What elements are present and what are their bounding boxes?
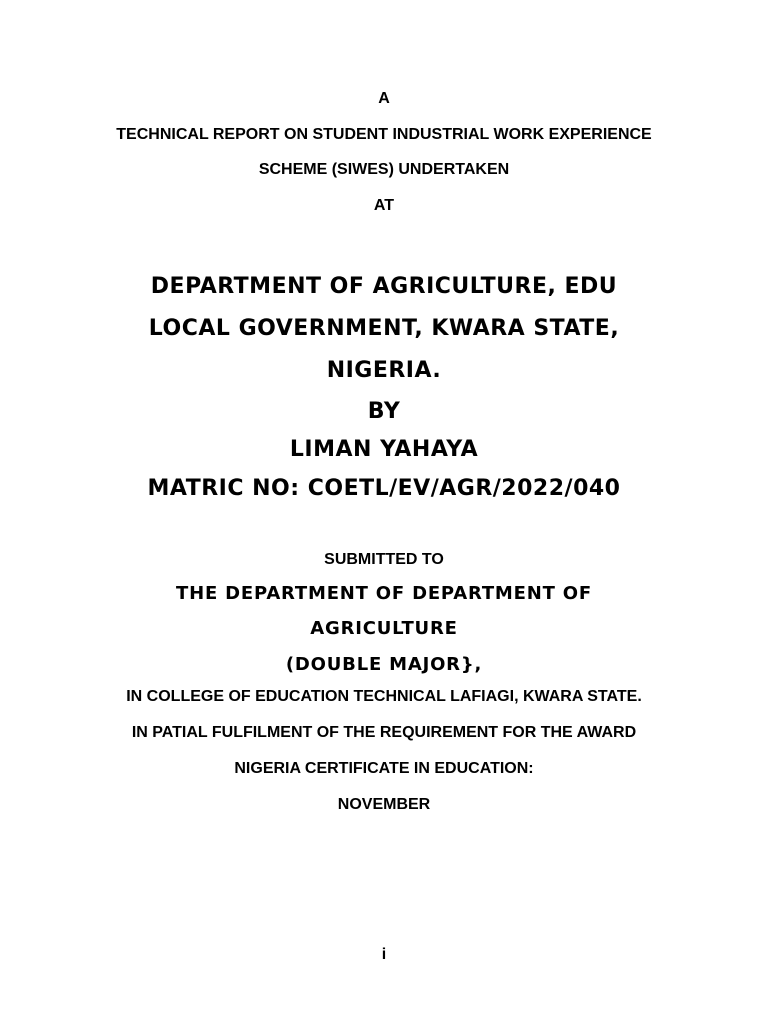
- department-line-3: (DOUBLE MAJOR},: [285, 654, 483, 675]
- submission-month: NOVEMBER: [337, 796, 431, 813]
- matric-number: MATRIC NO: COETL/EV/AGR/2022/040: [147, 476, 621, 501]
- department-line-1: THE DEPARTMENT OF DEPARTMENT OF: [176, 583, 592, 604]
- department-line-2: AGRICULTURE: [310, 618, 458, 639]
- submitted-to: SUBMITTED TO: [324, 551, 444, 568]
- report-title-line-1: TECHNICAL REPORT ON STUDENT INDUSTRIAL WORK EXPERIENCE: [116, 126, 652, 143]
- fulfilment-line: IN PATIAL FULFILMENT OF THE REQUIREMENT FOR THE AWARD: [131, 724, 637, 741]
- institution-line-3: NIGERIA.: [326, 358, 442, 383]
- page-number: i: [381, 946, 387, 963]
- college-line: IN COLLEGE OF EDUCATION TECHNICAL LAFIAGI, KWARA STATE.: [126, 688, 642, 705]
- certificate-line: NIGERIA CERTIFICATE IN EDUCATION:: [234, 760, 534, 777]
- report-title-line-2: SCHEME (SIWES) UNDERTAKEN: [258, 161, 510, 178]
- intro-at: AT: [373, 197, 395, 214]
- institution-line-1: DEPARTMENT OF AGRICULTURE, EDU: [150, 274, 618, 299]
- intro-a: A: [378, 90, 390, 107]
- author-name: LIMAN YAHAYA: [289, 437, 479, 462]
- author-by: BY: [367, 399, 401, 424]
- institution-line-2: LOCAL GOVERNMENT, KWARA STATE,: [148, 316, 620, 341]
